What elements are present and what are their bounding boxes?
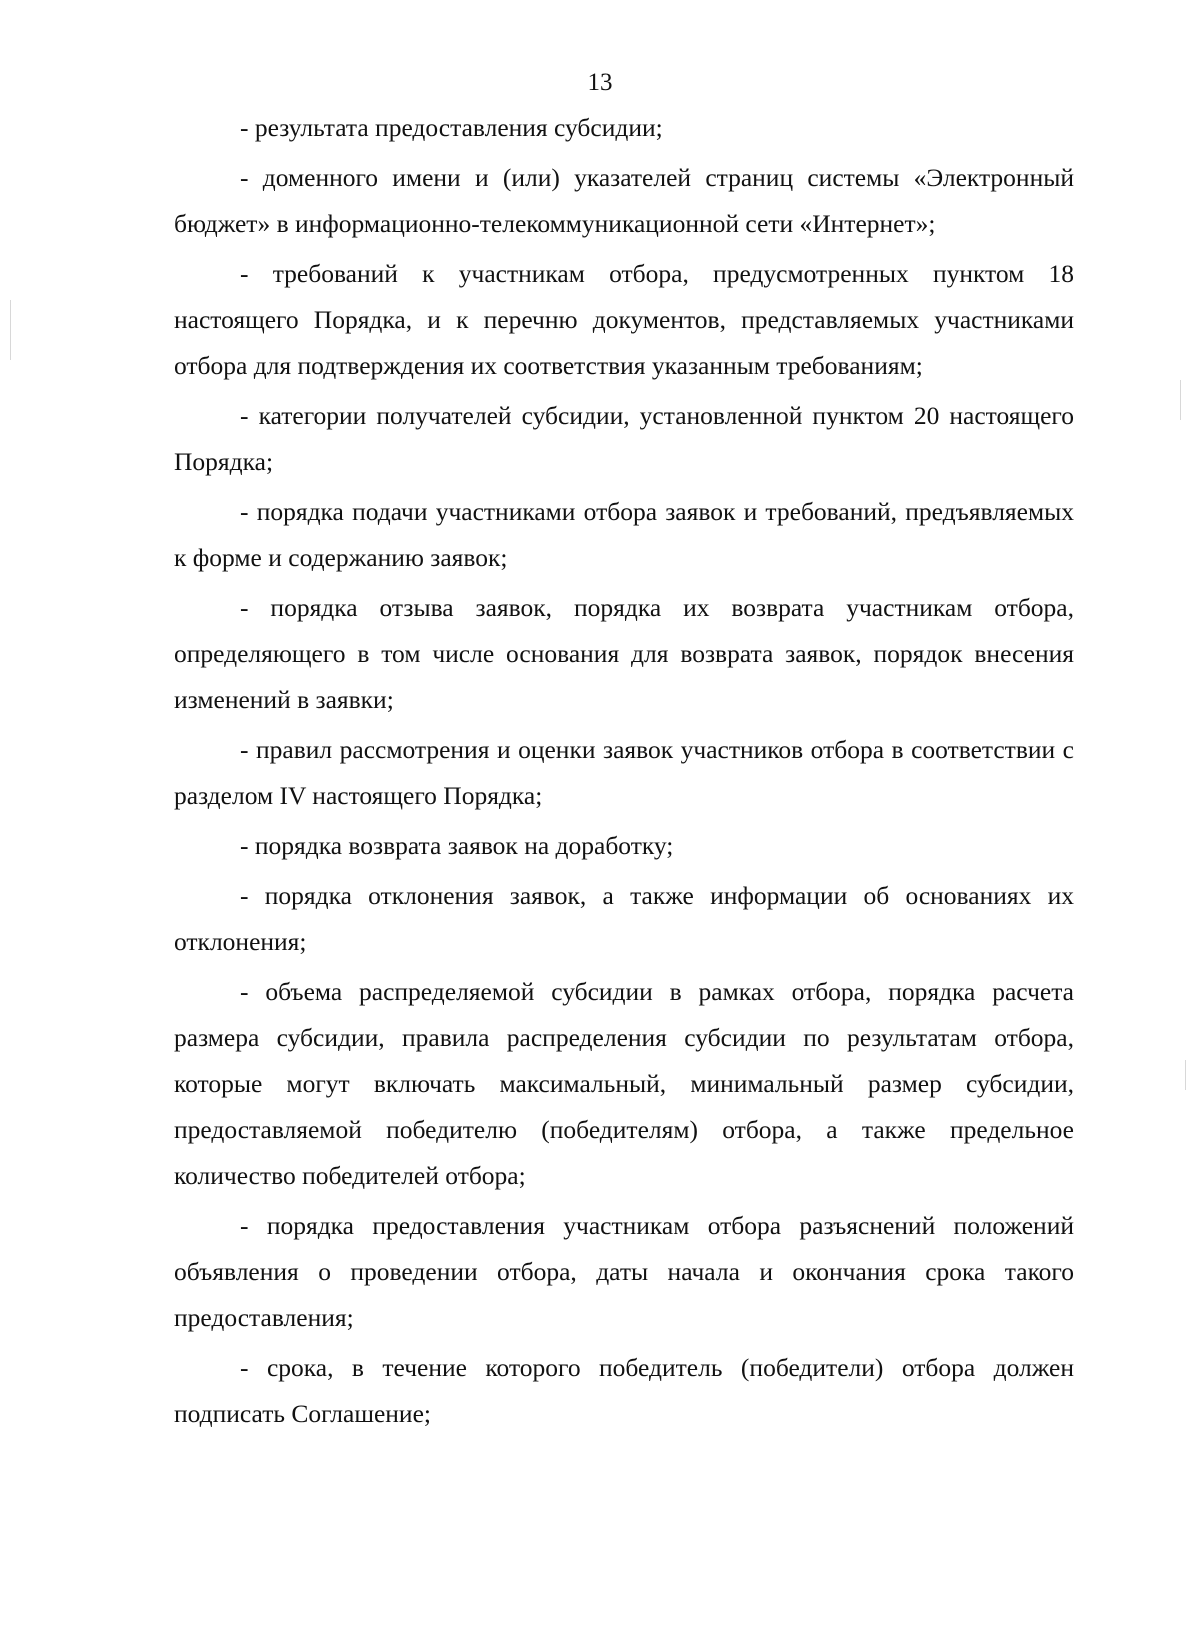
- list-item: - порядка предоставления участникам отбора разъяснений положений объявления о проведении отбора, даты начала и окончания срока такого предоставления;: [174, 1211, 1074, 1332]
- scan-artifact: [1185, 1060, 1186, 1090]
- list-item: - результата предоставления субсидии;: [240, 113, 663, 142]
- scan-artifact: [1180, 380, 1181, 420]
- list-item: - порядка подачи участниками отбора заявок и требований, предъявляемых к форме и содержанию заявок;: [174, 497, 1074, 572]
- page-number: 13: [587, 69, 613, 96]
- list-item: - срока, в течение которого победитель (победители) отбора должен подписать Соглашение;: [174, 1353, 1074, 1428]
- list-item: - порядка отклонения заявок, а также информации об основаниях их отклонения;: [174, 881, 1074, 956]
- list-item: - требований к участникам отбора, предусмотренных пунктом 18 настоящего Порядка, и к перечню документов, представляемых участниками отбора для подтверждения их соответствия указанным требованиям;: [174, 259, 1074, 380]
- scan-artifact: [10, 300, 11, 360]
- list-item: - объема распределяемой субсидии в рамках отбора, порядка расчета размера субсидии, правила распределения субсидии по результатам отбора, которые могут включать максимальный, минимальный размер субсидии, предоставляемой победителю (победителям) отбора, а также предельное количество победителей отбора;: [174, 977, 1074, 1190]
- list-item: - порядка отзыва заявок, порядка их возврата участникам отбора, определяющего в том числе основания для возврата заявок, порядок внесения изменений в заявки;: [174, 593, 1074, 714]
- list-item: - доменного имени и (или) указателей страниц системы «Электронный бюджет» в информационно-телекоммуникационной сети «Интернет»;: [174, 163, 1074, 238]
- document-body: [174, 105, 1074, 1441]
- list-item: - категории получателей субсидии, установленной пунктом 20 настоящего Порядка;: [174, 401, 1074, 476]
- list-item: - порядка возврата заявок на доработку;: [240, 831, 674, 860]
- list-item: - правил рассмотрения и оценки заявок участников отбора в соответствии с разделом IV настоящего Порядка;: [174, 735, 1074, 810]
